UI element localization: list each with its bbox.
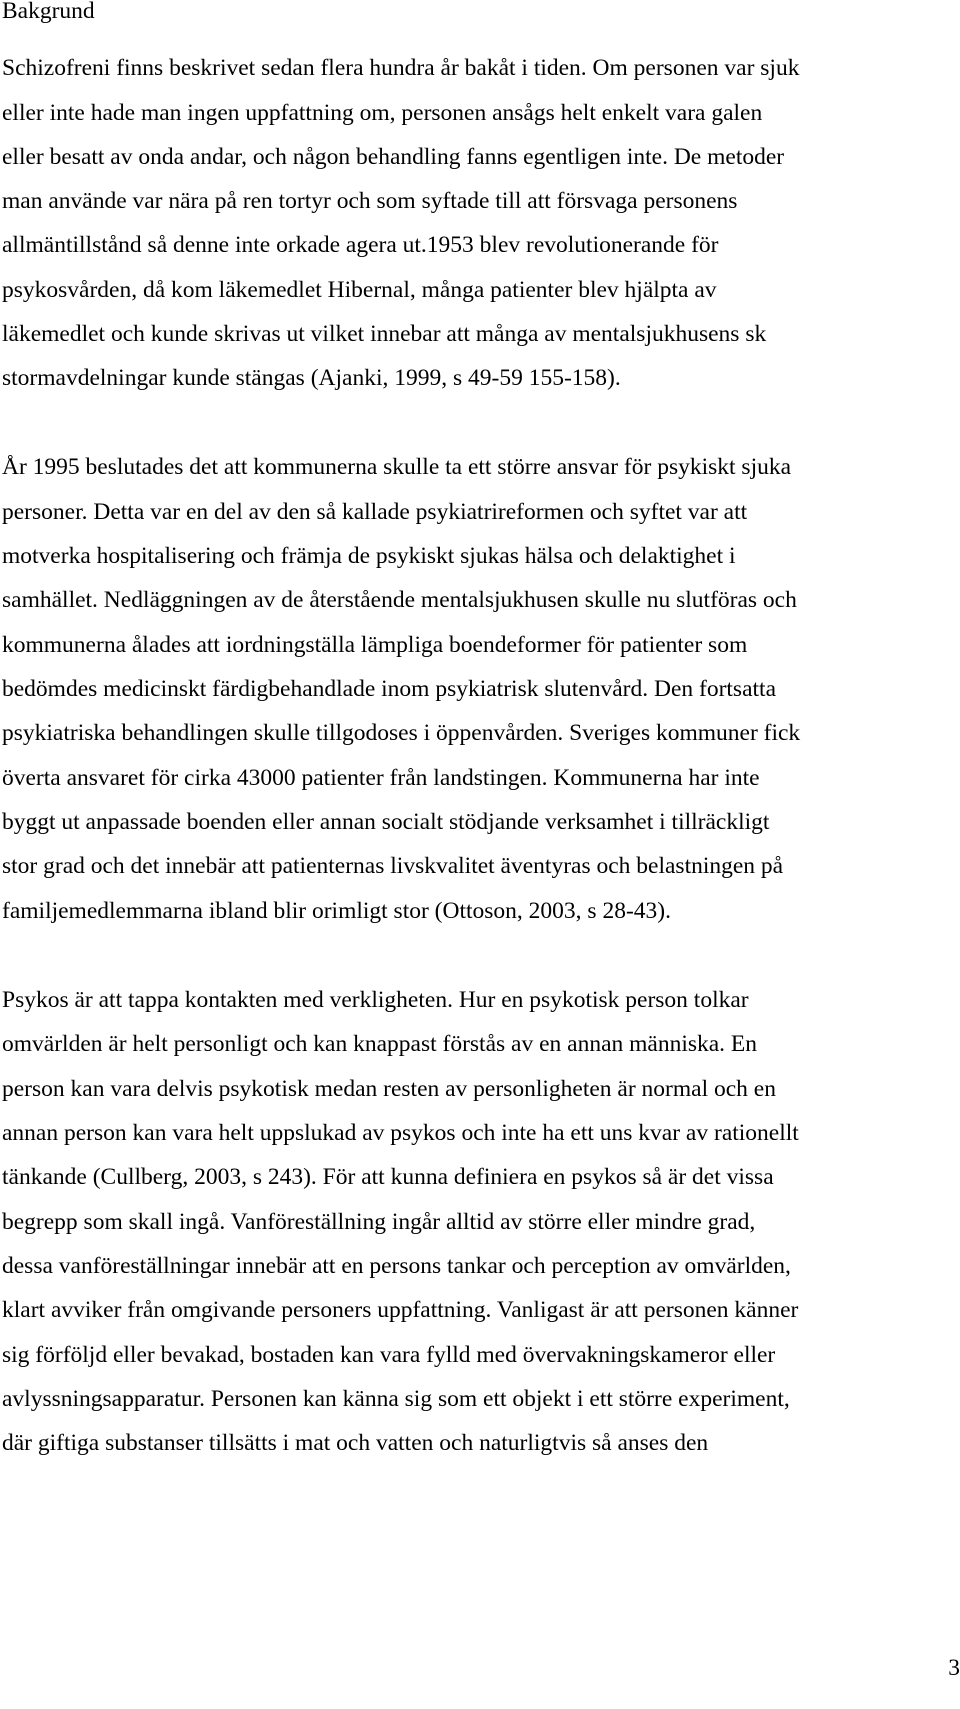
page-number: 3: [948, 1655, 960, 1681]
paragraph-line: psykosvården, då kom läkemedlet Hibernal, många patienter blev hjälpta av: [2, 277, 717, 303]
paragraph-line: bedömdes medicinskt färdigbehandlade inom psykiatrisk slutenvård. Den fortsatta: [2, 676, 776, 702]
paragraph-line: personer. Detta var en del av den så kallade psykiatrireformen och syftet var att: [2, 499, 748, 525]
paragraph-line: dessa vanföreställningar innebär att en persons tankar och perception av omvärlden,: [2, 1253, 791, 1279]
paragraph-line: annan person kan vara helt uppslukad av psykos och inte ha ett uns kvar av rationellt: [2, 1120, 799, 1146]
paragraph-line: kommunerna ålades att iordningställa lämpliga boendeformer för patienter som: [2, 632, 748, 658]
paragraph-line: man använde var nära på ren tortyr och som syftade till att försvaga personens: [2, 188, 738, 214]
paragraph-line: avlyssningsapparatur. Personen kan känna sig som ett objekt i ett större experiment,: [2, 1386, 790, 1412]
paragraph-line: överta ansvaret för cirka 43000 patienter från landstingen. Kommunerna har inte: [2, 765, 760, 791]
paragraph-line: familjemedlemmarna ibland blir orimligt stor (Ottoson, 2003, s 28-43).: [2, 898, 671, 924]
paragraph-line: byggt ut anpassade boenden eller annan socialt stödjande verksamhet i tillräckligt: [2, 809, 770, 835]
paragraph-line: Psykos är att tappa kontakten med verkligheten. Hur en psykotisk person tolkar: [2, 987, 749, 1013]
paragraph-line: motverka hospitalisering och främja de psykiskt sjukas hälsa och delaktighet i: [2, 543, 736, 569]
paragraph-line: samhället. Nedläggningen av de återstående mentalsjukhusen skulle nu slutföras och: [2, 587, 797, 613]
paragraph-line: eller besatt av onda andar, och någon behandling fanns egentligen inte. De metoder: [2, 144, 785, 170]
paragraph-line: psykiatriska behandlingen skulle tillgodoses i öppenvården. Sveriges kommuner fick: [2, 720, 801, 746]
paragraph-line: person kan vara delvis psykotisk medan resten av personligheten är normal och en: [2, 1076, 776, 1102]
paragraph-line: eller inte hade man ingen uppfattning om, personen ansågs helt enkelt vara galen: [2, 100, 763, 126]
paragraph-line: stor grad och det innebär att patienternas livskvalitet äventyras och belastningen på: [2, 853, 784, 879]
paragraph-line: allmäntillstånd så denne inte orkade agera ut.1953 blev revolutionerande för: [2, 232, 719, 258]
paragraph-line: tänkande (Cullberg, 2003, s 243). För att kunna definiera en psykos så är det vissa: [2, 1164, 774, 1190]
paragraph-line: begrepp som skall ingå. Vanföreställning ingår alltid av större eller mindre grad,: [2, 1209, 756, 1235]
paragraph-line: År 1995 beslutades det att kommunerna skulle ta ett större ansvar för psykiskt sjuka: [2, 454, 792, 480]
paragraph-line: sig förföljd eller bevakad, bostaden kan vara fylld med övervakningskameror eller: [2, 1342, 776, 1368]
paragraph-line: läkemedlet och kunde skrivas ut vilket innebar att många av mentalsjukhusens sk: [2, 321, 767, 347]
paragraph-line: Schizofreni finns beskrivet sedan flera hundra år bakåt i tiden. Om personen var sjuk: [2, 55, 800, 81]
paragraph-line: där giftiga substanser tillsätts i mat och vatten och naturligtvis så anses den: [2, 1430, 709, 1456]
section-heading: Bakgrund: [2, 0, 95, 24]
paragraph-line: omvärlden är helt personligt och kan knappast förstås av en annan människa. En: [2, 1031, 758, 1057]
paragraph-line: stormavdelningar kunde stängas (Ajanki, 1999, s 49-59 155-158).: [2, 365, 621, 391]
paragraph-line: klart avviker från omgivande personers uppfattning. Vanligast är att personen känner: [2, 1297, 799, 1323]
